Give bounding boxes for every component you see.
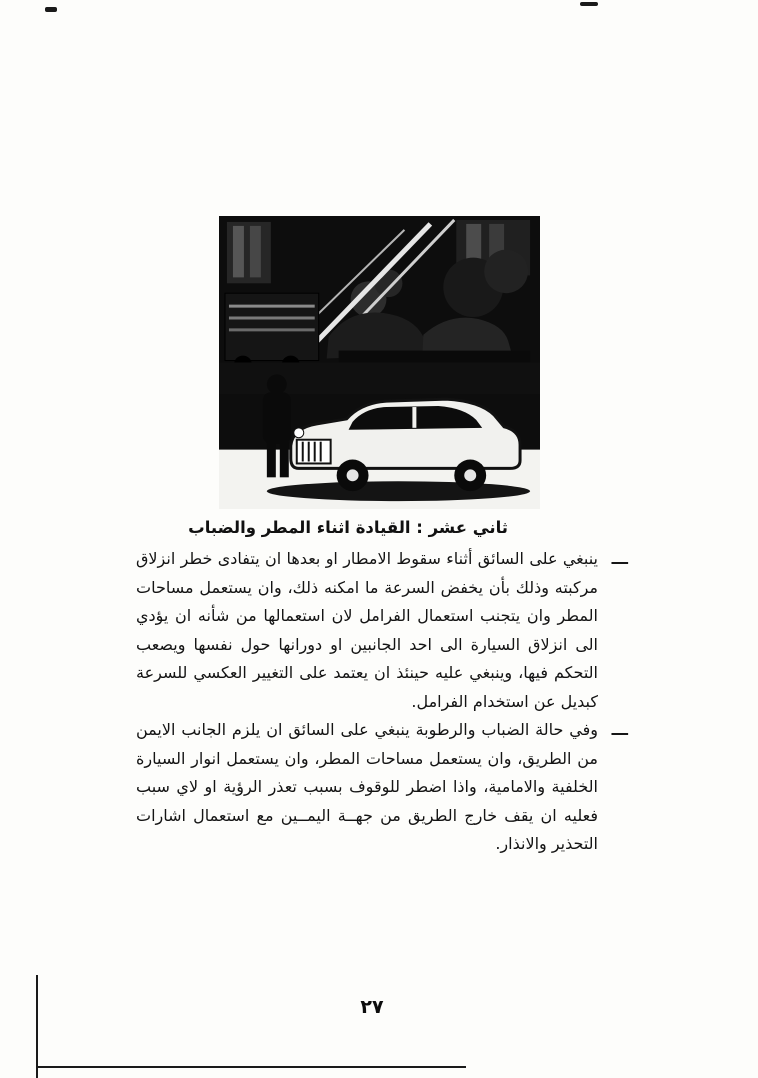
scan-artifact bbox=[45, 7, 57, 12]
scan-artifact bbox=[580, 2, 598, 6]
paragraph-driving-in-fog: وفي حالة الضباب والرطوبة ينبغي على السائق ان يلزم الجانب الايمن من الطريق، وان يستعمل مساحات المطر، وان يستعمل انوار السيارة الخلفية والامامية، واذا اضطر للوقوف بسبب تعذر الرؤية او لاي سبب فعليه ان يقف خارج الطريق من جهــة اليمــين مع استعمال اشارات التحذير والانذار. bbox=[136, 720, 598, 853]
scan-artifact bbox=[36, 975, 38, 1078]
paragraph-driving-in-rain: ينبغي على السائق أثناء سقوط الامطار او بعدها ان يتفادى خطر انزلاق مركبته وذلك بأن يخفض السرعة ما امكنه ذلك، وان يستعمل مساحات المطر وان يتجنب استعمال الفرامل لان استعمالها من شأنه ان يؤدي الى انزلاق السيارة الى احد الجانبين او دورانها حول نفسها ويصعب التحكم فيها، وينبغي عليه حينئذ ان يعتمد على التغيير العكسي للسرعة كبديل عن استخدام الفرامل. bbox=[136, 549, 598, 711]
scan-artifact bbox=[36, 1066, 466, 1068]
accident-scene-drawing bbox=[219, 216, 540, 509]
rain-accident-scene-illustration bbox=[219, 216, 540, 509]
dash-bullet: ـــ bbox=[611, 720, 628, 739]
dash-bullet: ـــ bbox=[611, 549, 628, 568]
page-number: ٢٧ bbox=[360, 996, 384, 1018]
paragraph-row bbox=[136, 716, 628, 859]
paragraph-row bbox=[136, 545, 628, 716]
section-heading: ثاني عشر : القيادة اثناء المطر والضباب bbox=[188, 518, 508, 537]
body-text bbox=[136, 545, 628, 859]
